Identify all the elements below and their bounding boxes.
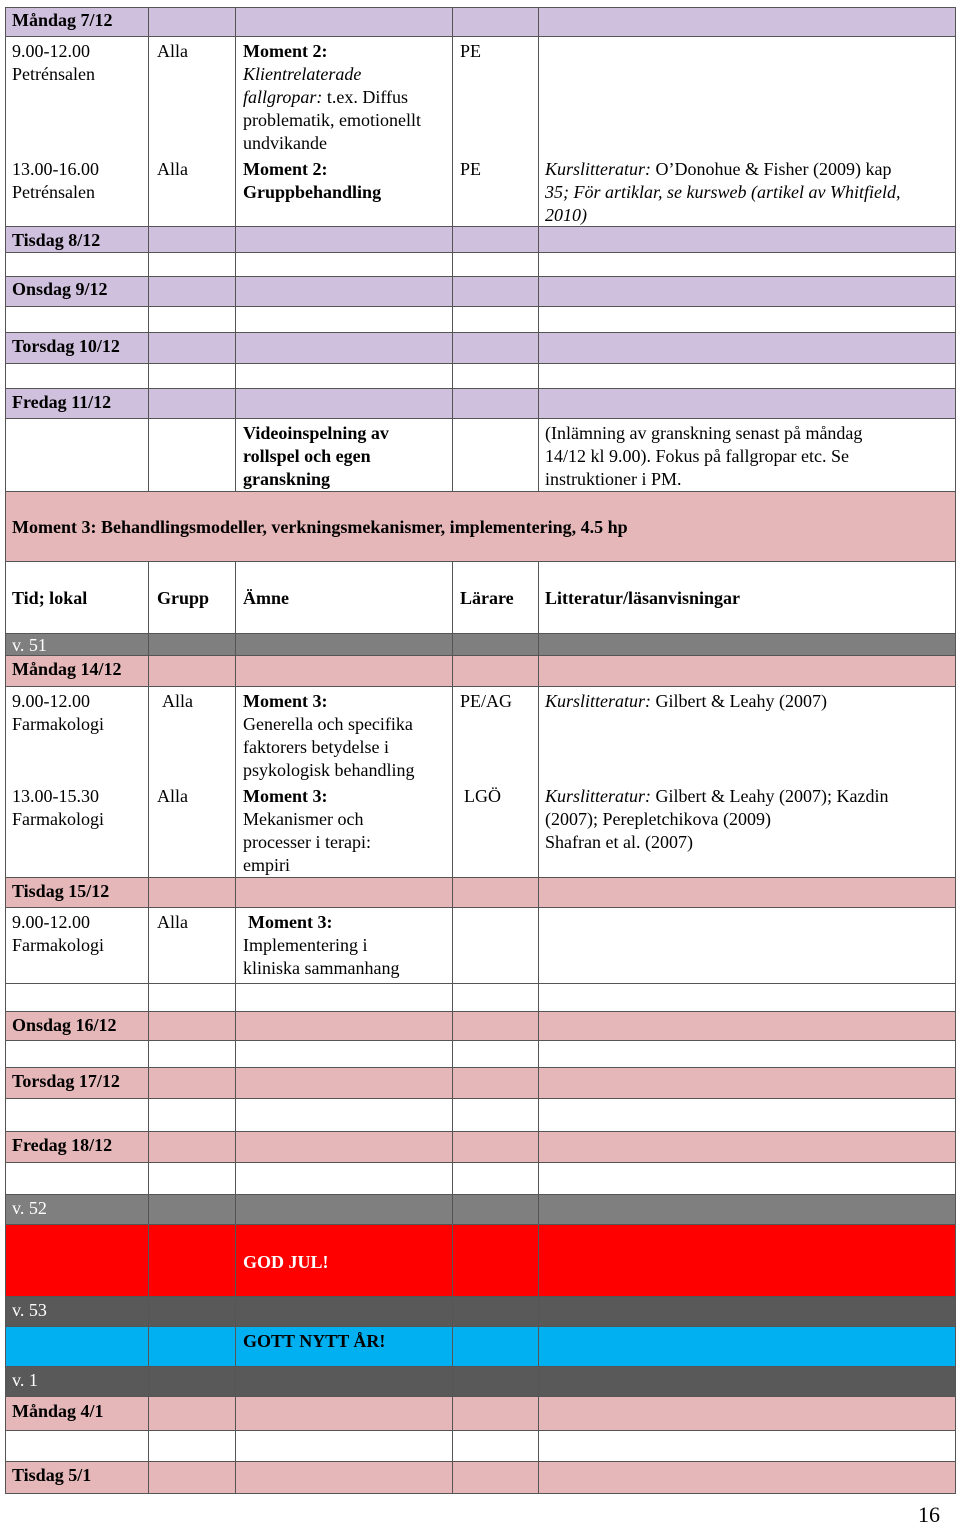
literature-label: Kurslitteratur: xyxy=(545,691,652,711)
topic-text: Mekanismer och processer i terapi: empiri xyxy=(243,809,371,875)
group-cell: Alla xyxy=(157,41,188,61)
teacher-cell: LGÖ xyxy=(464,786,501,806)
literature-submission: (Inlämning av granskning senast på måndag 14/12 kl 9.00). Fokus på fallgropar etc. Se instruktioner i PM. xyxy=(545,423,863,489)
topic-cell xyxy=(243,158,381,204)
literature-text: O’Donohue & Fisher (2009) kap xyxy=(651,159,892,179)
time-slot: 13.00-15.30 Farmakologi xyxy=(12,786,104,829)
teacher-cell: PE xyxy=(460,159,482,179)
header-group: Grupp xyxy=(157,588,210,608)
literature-cell xyxy=(545,785,953,854)
time-slot: 9.00-12.00 Farmakologi xyxy=(12,912,104,955)
topic-cell xyxy=(243,785,448,877)
day-mon-4-1: Måndag 4/1 xyxy=(12,1401,104,1421)
greeting-gott-nytt-ar: GOTT NYTT ÅR! xyxy=(243,1331,386,1351)
literature-label: Kurslitteratur: xyxy=(545,159,652,179)
time-slot: 13.00-16.00 Petrénsalen xyxy=(12,159,99,202)
day-wed-16-12: Onsdag 16/12 xyxy=(12,1015,117,1035)
literature-text: Gilbert & Leahy (2007) xyxy=(651,691,827,711)
week-v53: v. 53 xyxy=(12,1300,47,1320)
topic-text: Implementering i kliniska sammanhang xyxy=(243,935,400,978)
header-time: Tid; lokal xyxy=(12,588,88,608)
literature-cell xyxy=(545,158,953,227)
teacher-cell: PE/AG xyxy=(460,691,513,711)
literature-label: Kurslitteratur: xyxy=(545,786,652,806)
day-tue-8-12: Tisdag 8/12 xyxy=(12,230,101,250)
topic-head: Moment 2: Gruppbehandling xyxy=(243,159,382,202)
day-fri-18-12: Fredag 18/12 xyxy=(12,1135,113,1155)
topic-rest: t.ex. Diffus problematik, emotionellt undvikande xyxy=(243,87,421,153)
teacher-cell: PE xyxy=(460,41,482,61)
day-tue-5-1: Tisdag 5/1 xyxy=(12,1465,92,1485)
day-thu-10-12: Torsdag 10/12 xyxy=(12,336,120,356)
topic-head: Moment 3: xyxy=(243,786,328,806)
time-slot: 9.00-12.00 Farmakologi xyxy=(12,691,104,734)
day-mon-14-12: Måndag 14/12 xyxy=(12,659,122,679)
day-tue-15-12: Tisdag 15/12 xyxy=(12,881,110,901)
group-cell: Alla xyxy=(157,912,188,932)
day-thu-17-12: Torsdag 17/12 xyxy=(12,1071,120,1091)
greeting-god-jul: GOD JUL! xyxy=(243,1252,329,1272)
group-cell: Alla xyxy=(157,786,188,806)
day-fri-11-12: Fredag 11/12 xyxy=(12,392,112,412)
header-literature: Litteratur/läsanvisningar xyxy=(545,588,741,608)
week-v1: v. 1 xyxy=(12,1370,38,1390)
group-cell: Alla xyxy=(157,159,188,179)
page-number: 16 xyxy=(918,1502,940,1527)
topic-head: Moment 3: xyxy=(243,691,328,711)
moment3-title: Moment 3: Behandlingsmodeller, verkningsmekanismer, implementering, 4.5 hp xyxy=(12,517,628,537)
topic-italic: Klientrelaterade fallgropar: xyxy=(243,64,362,107)
week-v52: v. 52 xyxy=(12,1198,47,1218)
topic-cell xyxy=(243,911,448,980)
topic-cell xyxy=(243,40,448,155)
topic-video: Videoinspelning av rollspel och egen granskning xyxy=(243,423,389,489)
topic-head: Moment 2: xyxy=(243,41,328,61)
group-cell: Alla xyxy=(162,691,193,711)
topic-head: Moment 3: xyxy=(248,912,333,932)
day-wed-9-12: Onsdag 9/12 xyxy=(12,279,108,299)
topic-cell xyxy=(243,690,448,782)
week-v51: v. 51 xyxy=(12,635,47,655)
literature-text-2: (2007); Perepletchikova (2009) Shafran et al. (2007) xyxy=(545,809,771,852)
time-slot: 9.00-12.00 Petrénsalen xyxy=(12,41,95,84)
literature-cell xyxy=(545,690,953,713)
day-mon-7-12: Måndag 7/12 xyxy=(12,10,113,30)
topic-text: Generella och specifika faktorers betydelse i psykologisk behandling xyxy=(243,714,415,780)
literature-text: Gilbert & Leahy (2007); Kazdin xyxy=(651,786,889,806)
literature-text-2: 35; För artiklar, se kursweb (artikel av Whitfield, 2010) xyxy=(545,182,901,225)
header-teacher: Lärare xyxy=(460,588,514,608)
header-topic: Ämne xyxy=(243,588,289,608)
